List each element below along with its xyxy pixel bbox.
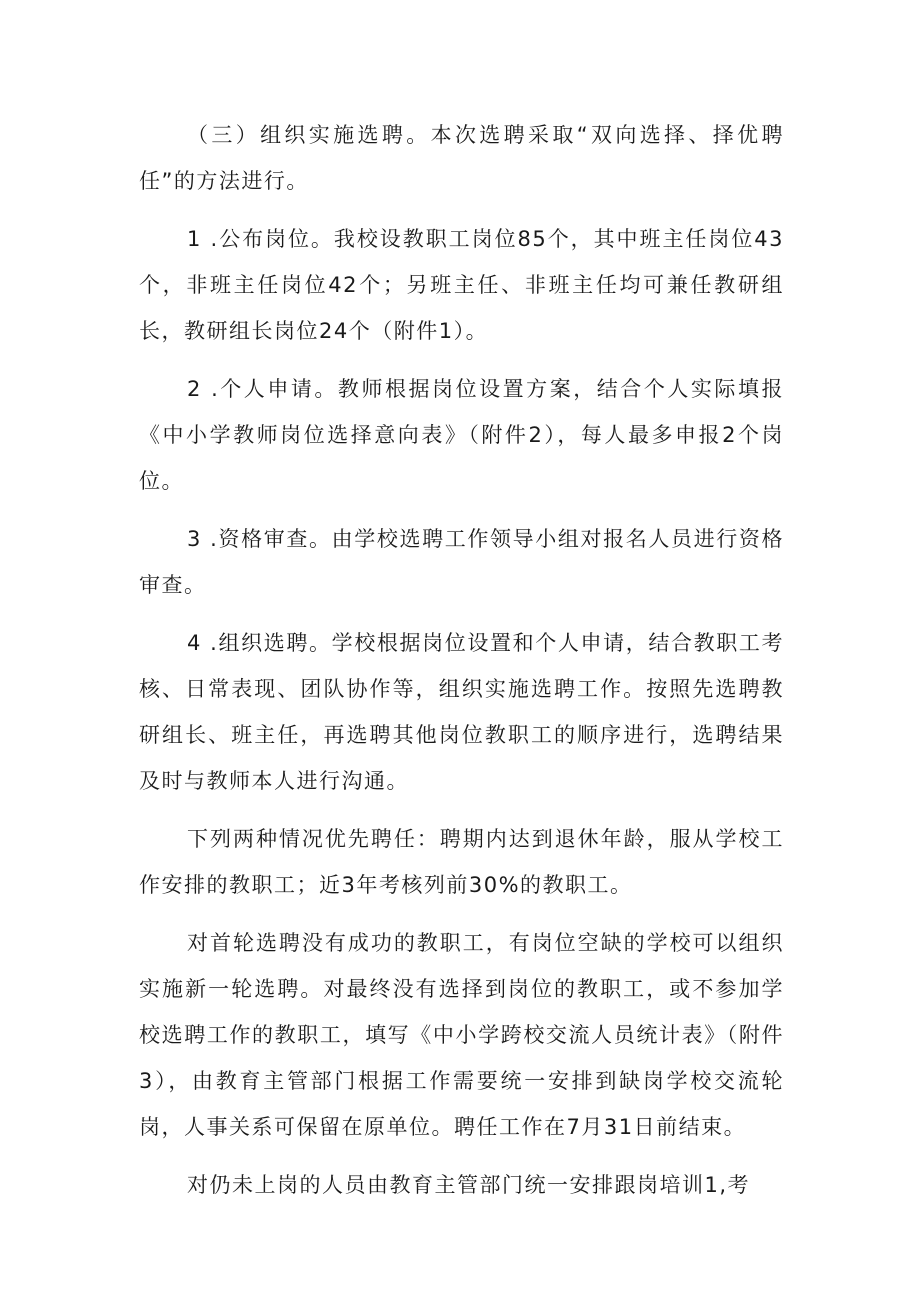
paragraph-qualification-review: 3 .资格审查。由学校选聘工作领导小组对报名人员进行资格审查。 bbox=[139, 527, 784, 597]
paragraph-training: 对仍未上岗的人员由教育主管部门统一安排跟岗培训1,考 bbox=[187, 1173, 751, 1197]
paragraph-organize-selection: （三）组织实施选聘。本次选聘采取“双向选择、择优聘任”的方法进行。 bbox=[139, 123, 784, 193]
paragraph-second-round: 对首轮选聘没有成功的教职工，有岗位空缺的学校可以组织实施新一轮选聘。对最终没有选择到岗位的教职工，或不参加学校选聘工作的教职工，填写《中小学跨校交流人员统计表》（附件3），由教育主管部门根据工作需要统一安排到缺岗学校交流轮岗，人事关系可保留在原单位。聘任工作在7月31日前结束。 bbox=[139, 931, 784, 1139]
paragraph-personal-application: 2 .个人申请。教师根据岗位设置方案，结合个人实际填报《中小学教师岗位选择意向表》（附件2），每人最多申报2个岗位。 bbox=[139, 377, 784, 493]
paragraph-organize-hiring: 4 .组织选聘。学校根据岗位设置和个人申请，结合教职工考核、日常表现、团队协作等，组织实施选聘工作。按照先选聘教研组长、班主任，再选聘其他岗位教职工的顺序进行，选聘结果及时与教师本人进行沟通。 bbox=[139, 631, 784, 793]
paragraph-priority-hiring: 下列两种情况优先聘任：聘期内达到退休年龄，服从学校工作安排的教职工；近3年考核列前30%的教职工。 bbox=[139, 827, 784, 897]
paragraph-publish-positions: 1 .公布岗位。我校设教职工岗位85个，其中班主任岗位43个，非班主任岗位42个；另班主任、非班主任均可兼任教研组长，教研组长岗位24个（附件1）。 bbox=[139, 227, 784, 343]
document-body bbox=[139, 112, 784, 1220]
